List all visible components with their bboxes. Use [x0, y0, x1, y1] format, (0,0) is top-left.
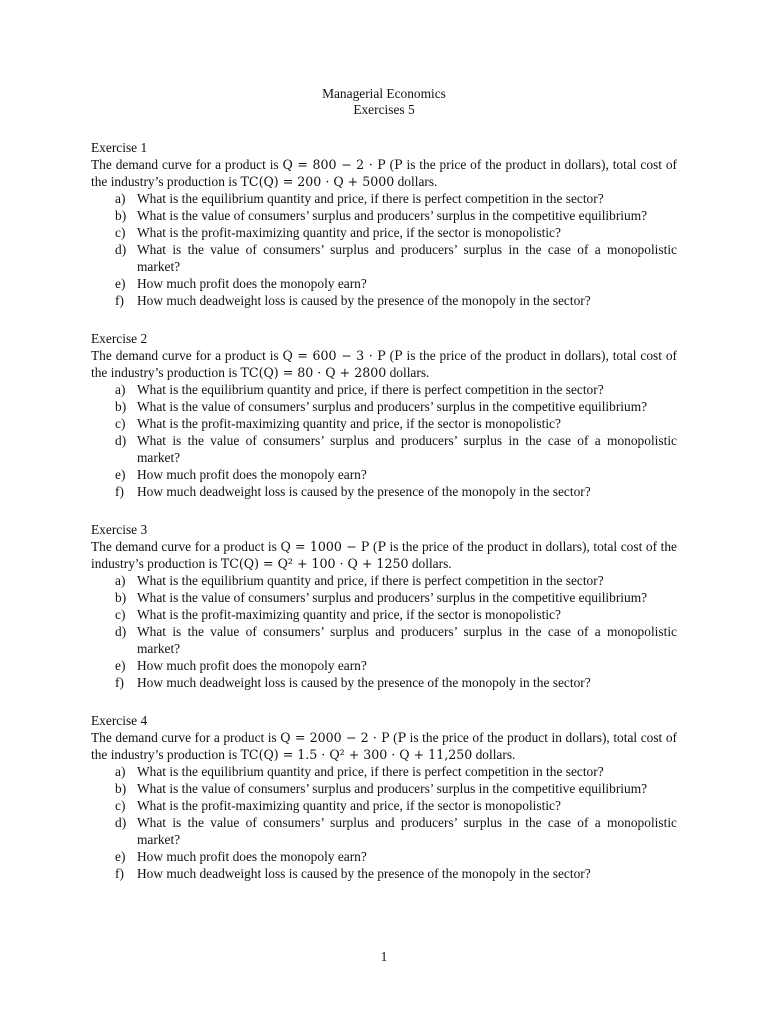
- demand-equation: Q = 1000 − P: [280, 539, 370, 554]
- document-title: Managerial Economics: [322, 86, 446, 101]
- question-label: f): [115, 484, 124, 499]
- question-item: [91, 763, 677, 780]
- price-variable: P: [394, 157, 403, 172]
- exercise-4: [91, 713, 677, 882]
- question-item: [91, 381, 677, 398]
- price-variable: P: [377, 539, 386, 554]
- question-item: [91, 865, 677, 882]
- question-text: What is the value of consumers’ surplus and producers’ surplus in the competitive equilibrium?: [137, 781, 648, 796]
- question-text: What is the equilibrium quantity and price, if there is perfect competition in the sector?: [137, 191, 604, 206]
- page-number: 1: [380, 949, 388, 964]
- exercise-1: [91, 140, 677, 309]
- intro-text: (: [385, 348, 395, 363]
- question-label: f): [115, 866, 124, 881]
- intro-text: dollars.: [386, 365, 430, 380]
- question-text: How much deadweight loss is caused by the presence of the monopoly in the sector?: [137, 293, 591, 308]
- question-text: What is the equilibrium quantity and price, if there is perfect competition in the sector?: [137, 764, 604, 779]
- question-item: [91, 623, 677, 657]
- exercise-intro: [91, 156, 677, 190]
- intro-text: is the price of the product in dollars), total cost of the industry’s production is: [91, 539, 677, 571]
- exercise-list: [91, 140, 677, 882]
- question-label: a): [115, 382, 126, 397]
- question-list: [91, 763, 677, 882]
- intro-text: (: [369, 539, 378, 554]
- question-label: d): [115, 242, 127, 257]
- intro-text: is the price of the product in dollars), total cost of the industry’s production is: [91, 157, 677, 189]
- question-text: What is the profit-maximizing quantity and price, if the sector is monopolistic?: [137, 607, 561, 622]
- price-variable: P: [394, 348, 403, 363]
- exercise-heading: Exercise 1: [91, 140, 148, 155]
- intro-text: is the price of the product in dollars), total cost of the industry’s production is: [91, 348, 677, 380]
- demand-equation: Q = 600 − 3 · P: [282, 348, 386, 363]
- question-item: [91, 415, 677, 432]
- question-item: [91, 674, 677, 691]
- question-item: [91, 572, 677, 589]
- demand-equation: Q = 2000 − 2 · P: [280, 730, 390, 745]
- question-item: [91, 797, 677, 814]
- question-text: What is the value of consumers’ surplus and producers’ surplus in the competitive equilibrium?: [137, 399, 648, 414]
- question-text: What is the value of consumers’ surplus and producers’ surplus in the case of a monopolistic market?: [137, 815, 677, 847]
- intro-text: dollars.: [472, 747, 516, 762]
- question-text: What is the value of consumers’ surplus and producers’ surplus in the case of a monopolistic market?: [137, 242, 677, 274]
- question-label: c): [115, 607, 126, 622]
- question-text: What is the value of consumers’ surplus and producers’ surplus in the competitive equilibrium?: [137, 208, 648, 223]
- question-item: [91, 241, 677, 275]
- document-subtitle: Exercises 5: [353, 102, 415, 117]
- intro-text: The demand curve for a product is: [91, 730, 281, 745]
- question-text: How much profit does the monopoly earn?: [137, 276, 367, 291]
- question-text: What is the profit-maximizing quantity and price, if the sector is monopolistic?: [137, 225, 561, 240]
- question-label: f): [115, 293, 124, 308]
- question-label: b): [115, 399, 127, 414]
- question-text: How much deadweight loss is caused by the presence of the monopoly in the sector?: [137, 484, 591, 499]
- question-label: c): [115, 225, 126, 240]
- question-item: [91, 848, 677, 865]
- question-text: What is the profit-maximizing quantity and price, if the sector is monopolistic?: [137, 798, 561, 813]
- question-item: [91, 606, 677, 623]
- question-text: What is the value of consumers’ surplus and producers’ surplus in the case of a monopolistic market?: [137, 624, 677, 656]
- question-text: How much deadweight loss is caused by the presence of the monopoly in the sector?: [137, 866, 591, 881]
- exercise-intro: [91, 538, 677, 572]
- question-text: What is the equilibrium quantity and price, if there is perfect competition in the sector?: [137, 573, 604, 588]
- question-label: d): [115, 815, 127, 830]
- question-label: e): [115, 467, 126, 482]
- intro-text: (: [385, 157, 395, 172]
- question-label: e): [115, 658, 126, 673]
- question-label: d): [115, 624, 127, 639]
- question-item: [91, 814, 677, 848]
- question-label: e): [115, 276, 126, 291]
- question-label: f): [115, 675, 124, 690]
- question-item: [91, 466, 677, 483]
- intro-text: The demand curve for a product is: [91, 539, 281, 554]
- question-label: d): [115, 433, 127, 448]
- question-item: [91, 398, 677, 415]
- intro-text: dollars.: [408, 556, 452, 571]
- document-title-block: [91, 86, 677, 118]
- question-text: What is the value of consumers’ surplus and producers’ surplus in the case of a monopolistic market?: [137, 433, 677, 465]
- exercise-3: [91, 522, 677, 691]
- question-text: How much profit does the monopoly earn?: [137, 467, 367, 482]
- cost-equation: TC(Q) = 200 · Q + 5000: [240, 174, 395, 189]
- exercise-heading: Exercise 2: [91, 331, 148, 346]
- cost-equation: TC(Q) = Q² + 100 · Q + 1250: [220, 556, 409, 571]
- intro-text: dollars.: [394, 174, 438, 189]
- question-label: b): [115, 208, 127, 223]
- question-item: [91, 292, 677, 309]
- document-page: [91, 86, 677, 882]
- question-label: a): [115, 764, 126, 779]
- question-item: [91, 483, 677, 500]
- question-item: [91, 780, 677, 797]
- question-label: a): [115, 573, 126, 588]
- intro-text: (: [389, 730, 398, 745]
- question-text: How much deadweight loss is caused by the presence of the monopoly in the sector?: [137, 675, 591, 690]
- question-item: [91, 275, 677, 292]
- question-item: [91, 589, 677, 606]
- question-label: c): [115, 798, 126, 813]
- question-label: c): [115, 416, 126, 431]
- question-text: How much profit does the monopoly earn?: [137, 849, 367, 864]
- question-text: How much profit does the monopoly earn?: [137, 658, 367, 673]
- question-text: What is the equilibrium quantity and price, if there is perfect competition in the sector?: [137, 382, 604, 397]
- question-label: b): [115, 781, 127, 796]
- intro-text: The demand curve for a product is: [91, 348, 283, 363]
- question-item: [91, 657, 677, 674]
- question-list: [91, 572, 677, 691]
- question-label: b): [115, 590, 127, 605]
- exercise-intro: [91, 347, 677, 381]
- exercise-2: [91, 331, 677, 500]
- intro-text: is the price of the product in dollars), total cost of the industry’s production is: [91, 730, 677, 762]
- question-text: What is the value of consumers’ surplus and producers’ surplus in the competitive equilibrium?: [137, 590, 648, 605]
- question-label: a): [115, 191, 126, 206]
- exercise-intro: [91, 729, 677, 763]
- question-label: e): [115, 849, 126, 864]
- question-list: [91, 381, 677, 500]
- question-item: [91, 207, 677, 224]
- question-list: [91, 190, 677, 309]
- question-item: [91, 432, 677, 466]
- question-item: [91, 224, 677, 241]
- exercise-heading: Exercise 3: [91, 522, 148, 537]
- exercise-heading: Exercise 4: [91, 713, 148, 728]
- cost-equation: TC(Q) = 1.5 · Q² + 300 · Q + 11,250: [240, 747, 473, 762]
- demand-equation: Q = 800 − 2 · P: [282, 157, 386, 172]
- intro-text: The demand curve for a product is: [91, 157, 283, 172]
- question-text: What is the profit-maximizing quantity and price, if the sector is monopolistic?: [137, 416, 561, 431]
- question-item: [91, 190, 677, 207]
- price-variable: P: [397, 730, 407, 745]
- cost-equation: TC(Q) = 80 · Q + 2800: [240, 365, 387, 380]
